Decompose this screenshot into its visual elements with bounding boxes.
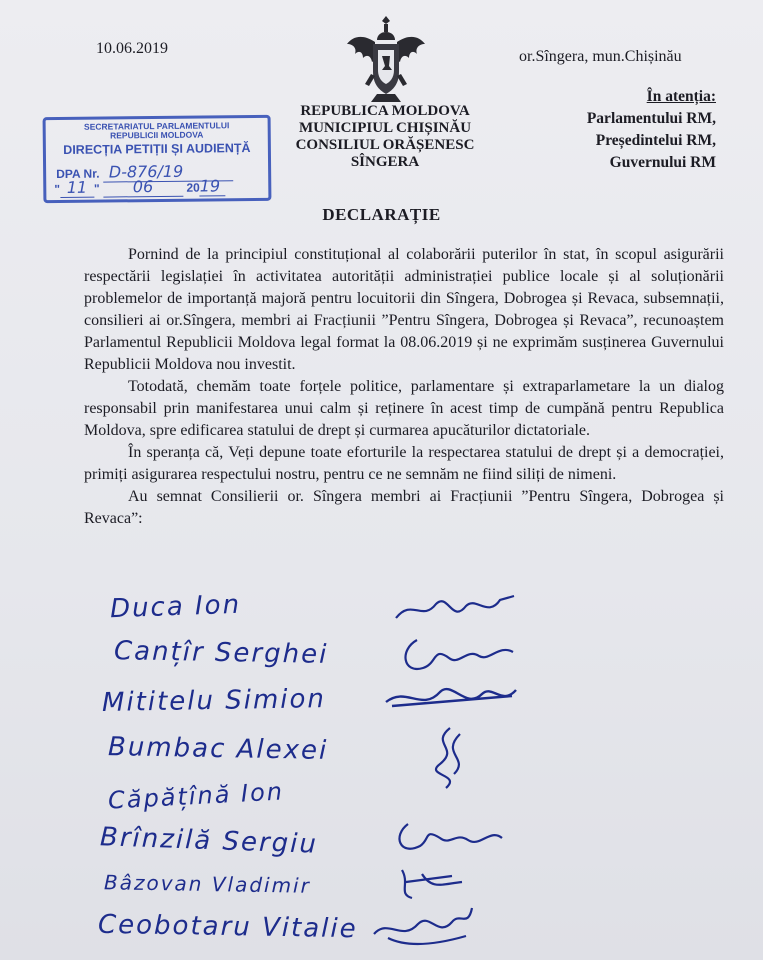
stamp-year-prefix: 20	[186, 180, 200, 195]
signatory-name: Canțîr Serghei	[113, 636, 329, 670]
addressee-line: Președintelui RM,	[595, 132, 716, 149]
signature-icon	[368, 898, 478, 954]
signatory-name: Bumbac Alexei	[107, 732, 329, 766]
document-body	[84, 244, 724, 530]
issuer-line: REPUBLICA MOLDOVA	[300, 103, 470, 119]
stamp-dpa-number: D-876/19	[103, 161, 233, 182]
stamp-line: REPUBLICII MOLDOVA	[110, 129, 204, 141]
stamp-dpa-label: DPA Nr.	[56, 166, 100, 182]
body-paragraph: Au semnat Consilierii or. Sîngera membri ai Fracțiunii ”Pentru Sîngera, Dobrogea și Revaca”:	[84, 488, 724, 527]
coat-of-arms-icon	[345, 14, 427, 106]
stamp-month: 06	[103, 177, 183, 198]
signatory-name: Căpățînă Ion	[107, 777, 285, 815]
signatory-name: Ceobotaru Vitalie	[97, 909, 358, 945]
stamp-date: " 11 " 06 2019	[54, 176, 226, 198]
issuer-line: MUNICIPIUL CHIȘINĂU	[298, 120, 472, 136]
document-date: 10.06.2019	[96, 40, 168, 57]
document-place: or.Sîngera, mun.Chișinău	[519, 48, 682, 65]
signature-icon	[410, 724, 490, 794]
body-paragraph: Totodată, chemăm toate forțele politice, parlamentare și extraparlametare la un dialog responsabil prin manifestarea unui calm și reținere în acest timp de cumpănă pentru Republica Moldova, spre edificarea statului de drept și curmarea apucăturilor dictatoriale.	[84, 378, 724, 439]
signatory-name: Duca Ion	[109, 589, 242, 625]
stamp-header	[46, 121, 268, 141]
addressee-block	[587, 86, 716, 174]
signatory-name: Bâzovan Vladimir	[103, 870, 312, 898]
issuer-line: SÎNGERA	[350, 154, 420, 170]
issuer-block	[255, 103, 515, 171]
signature-icon	[382, 676, 522, 726]
stamp-department: DIRECȚIA PETIȚII ȘI AUDIENȚĂ	[63, 141, 251, 157]
registration-stamp	[43, 115, 272, 203]
addressee-label: În atenția:	[646, 88, 716, 105]
body-paragraph: Pornind de la principiul constituțional al colaborării puterilor în stat, în scopul asigurării respectării legislației în activitatea autorității administrației publice locale și al soluționării problemelor de importanță majoră pentru locuitorii din Sîngera, Dobrogea și Revaca, subsemnații, consilieri ai or.Sîngera, membri ai Fracțiunii ”Pentru Sîngera, Dobrogea și Revaca”, recunoaștem Parlamentul Republicii Moldova legal format la 08.06.2019 și ne exprimăm susținerea Guvernului Republicii Moldova nou investit.	[84, 246, 724, 373]
body-paragraph: În speranța că, Veți depune toate eforturile la respectarea statului de drept și a democrației, primiți asigurarea respectului nostru, pentru ce ne semnăm ne fiind siliți de nimeni.	[84, 444, 724, 483]
signature-icon	[390, 816, 510, 860]
signatory-name: Brînzilă Sergiu	[99, 822, 319, 860]
signatory-name: Mititelu Simion	[101, 684, 327, 718]
addressee-line: Parlamentului RM,	[586, 110, 716, 127]
stamp-year-suffix: 19	[200, 176, 226, 196]
issuer-line: CONSILIUL ORĂȘENESC	[295, 137, 475, 153]
addressee-line: Guvernului RM	[609, 154, 716, 171]
document-title: DECLARAȚIE	[322, 205, 441, 224]
stamp-line: SECRETARIATUL PARLAMENTULUI	[83, 120, 230, 132]
signature-icon	[392, 588, 522, 632]
signatures-block	[92, 588, 692, 960]
stamp-day: 11	[60, 178, 94, 198]
signature-icon	[397, 634, 517, 678]
